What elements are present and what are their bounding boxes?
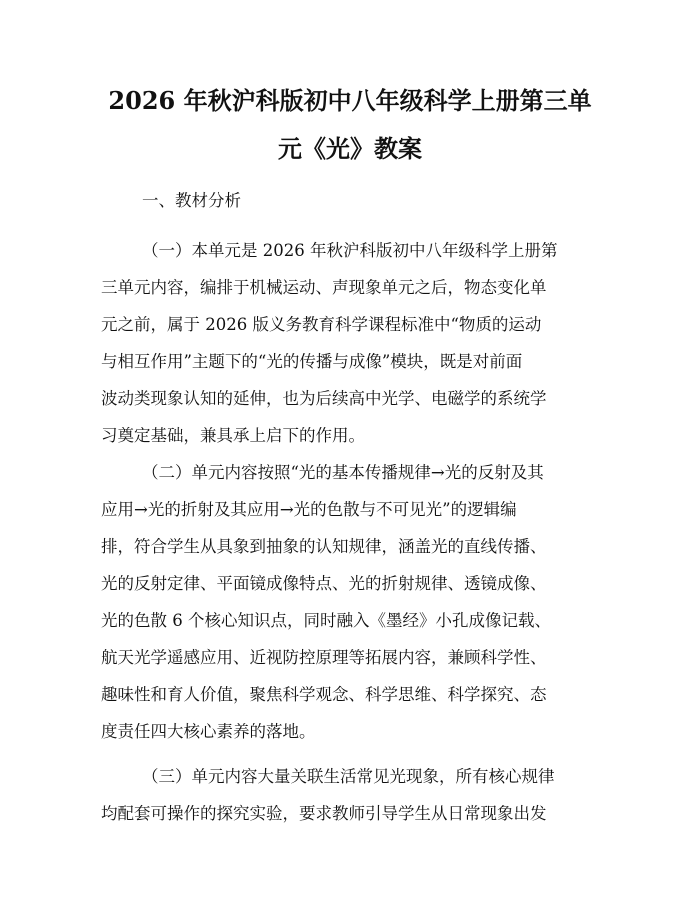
paragraph-2-line-4: 光的反射定律、平面镜成像特点、光的折射规律、透镜成像、 (101, 574, 547, 593)
paragraph-2-line-3: 排，符合学生从具象到抽象的认知规律，涵盖光的直线传播、 (101, 537, 547, 556)
paragraph-1-line-6: 习奠定基础，兼具承上启下的作用。 (101, 426, 365, 445)
paragraph-1-line-1: （一）本单元是 2026 年秋沪科版初中八年级科学上册第 (142, 241, 558, 260)
paragraph-1-line-3: 元之前，属于 2026 版义务教育科学课程标准中“物质的运动 (101, 315, 542, 334)
paragraph-1-line-2: 三单元内容，编排于机械运动、声现象单元之后，物态变化单 (101, 278, 547, 297)
paragraph-1-line-5: 波动类现象认知的延伸，也为后续高中光学、电磁学的系统学 (101, 389, 547, 408)
paragraph-2-line-2: 应用→光的折射及其应用→光的色散与不可见光”的逻辑编 (101, 500, 517, 519)
paragraph-3-line-1: （三）单元内容大量关联生活常见光现象，所有核心规律 (142, 767, 555, 786)
paragraph-2-line-1: （二）单元内容按照“光的基本传播规律→光的反射及其 (142, 463, 544, 482)
document-title-line-1: 2026 年秋沪科版初中八年级科学上册第三单 (108, 86, 592, 115)
section-heading-teaching-material-analysis: 一、教材分析 (142, 191, 241, 210)
paragraph-1-line-4: 与相互作用”主题下的“光的传播与成像”模块，既是对前面 (101, 352, 523, 371)
paragraph-3-line-2: 均配套可操作的探究实验，要求教师引导学生从日常现象出发 (101, 804, 547, 823)
paragraph-2-line-6: 航天光学遥感应用、近视防控原理等拓展内容，兼顾科学性、 (101, 648, 547, 667)
paragraph-2-line-7: 趣味性和育人价值，聚焦科学观念、科学思维、科学探究、态 (101, 685, 547, 704)
paragraph-2-line-5: 光的色散 6 个核心知识点，同时融入《墨经》小孔成像记载、 (101, 611, 551, 630)
paragraph-2-line-8: 度责任四大核心素养的落地。 (101, 722, 316, 741)
document-title-line-2: 元《光》教案 (278, 134, 422, 163)
